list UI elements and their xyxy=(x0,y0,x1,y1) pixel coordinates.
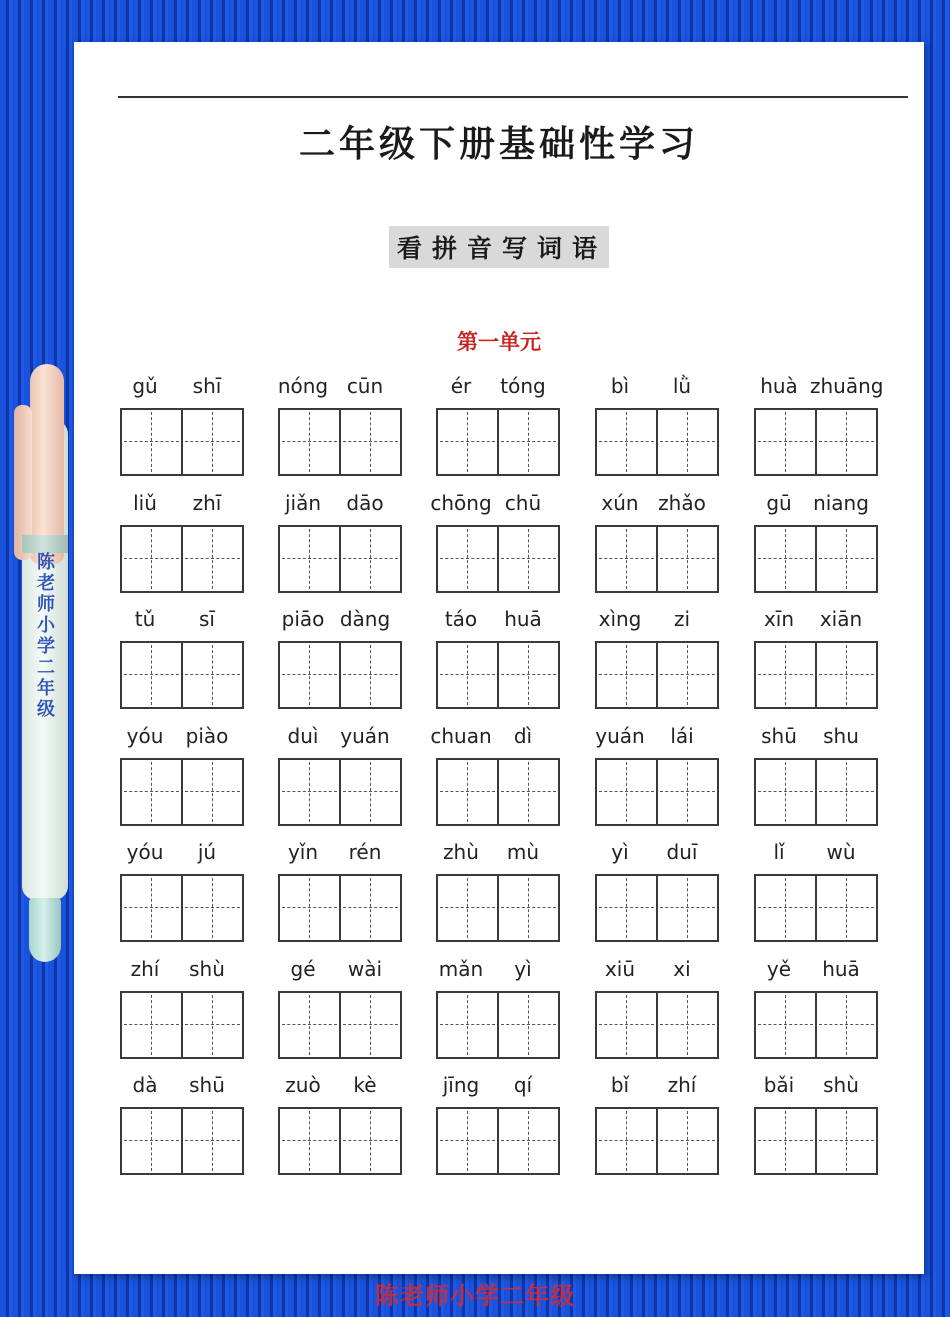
pinyin-syllable: zhí xyxy=(130,956,160,981)
word-item xyxy=(754,722,878,838)
pinyin-syllable: ér xyxy=(450,374,472,398)
tianzige-box[interactable] xyxy=(754,525,878,593)
pinyin-label xyxy=(436,1071,560,1101)
word-row xyxy=(120,372,910,489)
pinyin-syllable: huā xyxy=(504,607,542,631)
tianzige-box[interactable] xyxy=(278,1107,402,1175)
writing-cell[interactable] xyxy=(656,760,717,824)
word-row xyxy=(120,1071,910,1188)
pinyin-syllable: yì xyxy=(611,840,629,864)
pinyin-label xyxy=(754,1071,878,1101)
writing-cell[interactable] xyxy=(181,760,242,824)
pinyin-syllable: bǐ xyxy=(610,1073,630,1097)
writing-cell[interactable] xyxy=(497,760,558,824)
word-item xyxy=(436,955,560,1071)
pinyin-label xyxy=(430,489,560,519)
writing-cell[interactable] xyxy=(756,1109,815,1173)
writing-cell[interactable] xyxy=(656,410,717,474)
pinyin-syllable: dāo xyxy=(346,490,384,515)
word-item xyxy=(278,955,402,1071)
word-item xyxy=(595,1071,719,1187)
pinyin-label xyxy=(436,955,560,985)
word-row xyxy=(120,605,910,722)
pinyin-syllable: chū xyxy=(504,490,542,515)
word-item xyxy=(120,722,244,838)
tianzige-box[interactable] xyxy=(595,1107,719,1175)
pen-label: 陈老师小学二年级 xyxy=(37,552,55,720)
pinyin-syllable: shù xyxy=(823,1073,859,1097)
pinyin-syllable: cūn xyxy=(346,374,384,398)
pinyin-label xyxy=(120,605,244,635)
pinyin-syllable: tóng xyxy=(500,374,546,398)
pinyin-syllable: xún xyxy=(601,490,639,515)
unit-heading: 第一单元 xyxy=(457,330,541,354)
writing-cell[interactable] xyxy=(339,1109,400,1173)
writing-cell[interactable] xyxy=(438,876,497,940)
tianzige-box[interactable] xyxy=(436,758,560,826)
word-item xyxy=(754,1071,878,1187)
writing-cell[interactable] xyxy=(656,643,717,707)
pinyin-syllable: xīn xyxy=(763,607,795,631)
writing-cell[interactable] xyxy=(497,876,558,940)
word-item xyxy=(278,605,402,721)
pinyin-syllable: jú xyxy=(197,840,217,864)
pinyin-syllable: dàng xyxy=(339,607,391,631)
writing-cell[interactable] xyxy=(438,527,497,591)
tianzige-box[interactable] xyxy=(754,408,878,476)
writing-cell[interactable] xyxy=(656,527,717,591)
tianzige-box[interactable] xyxy=(120,991,244,1059)
writing-cell[interactable] xyxy=(438,643,497,707)
writing-cell[interactable] xyxy=(815,876,876,940)
tianzige-box[interactable] xyxy=(120,641,244,709)
writing-cell[interactable] xyxy=(656,1109,717,1173)
pinyin-grid xyxy=(120,372,910,1188)
pinyin-syllable: dì xyxy=(513,723,533,748)
page-title: 二年级下册基础性学习 xyxy=(298,124,699,165)
word-item xyxy=(430,489,560,605)
pinyin-syllable: gé xyxy=(290,956,316,981)
word-item xyxy=(120,489,244,605)
word-row xyxy=(120,722,910,839)
tianzige-box[interactable] xyxy=(120,525,244,593)
word-item xyxy=(278,722,402,838)
pinyin-label xyxy=(120,722,244,752)
pinyin-label xyxy=(754,722,878,752)
pen-cap xyxy=(30,364,64,564)
pinyin-syllable: huà xyxy=(760,374,798,398)
word-item xyxy=(278,1071,402,1187)
tianzige-box[interactable] xyxy=(120,408,244,476)
pinyin-syllable: zi xyxy=(673,607,691,631)
pinyin-label xyxy=(278,722,402,752)
tianzige-box[interactable] xyxy=(278,758,402,826)
pinyin-label xyxy=(436,605,560,635)
writing-cell[interactable] xyxy=(497,993,558,1057)
writing-cell[interactable] xyxy=(815,527,876,591)
word-item xyxy=(120,372,244,488)
pinyin-syllable: mù xyxy=(506,840,540,864)
pinyin-label xyxy=(120,838,244,868)
pinyin-syllable: xiān xyxy=(819,607,863,631)
tianzige-box[interactable] xyxy=(436,874,560,942)
writing-cell[interactable] xyxy=(597,993,656,1057)
tianzige-box[interactable] xyxy=(595,874,719,942)
writing-cell[interactable] xyxy=(438,760,497,824)
pinyin-syllable: yuán xyxy=(595,723,645,748)
writing-cell[interactable] xyxy=(656,876,717,940)
writing-cell[interactable] xyxy=(438,1109,497,1173)
tianzige-box[interactable] xyxy=(278,525,402,593)
pinyin-label xyxy=(595,1071,719,1101)
pinyin-syllable: zhù xyxy=(443,840,479,864)
pinyin-syllable: wài xyxy=(347,956,383,981)
writing-cell[interactable] xyxy=(597,643,656,707)
pinyin-syllable: yǐn xyxy=(287,840,319,864)
tianzige-box[interactable] xyxy=(120,1107,244,1175)
pinyin-syllable: niang xyxy=(813,490,869,515)
tianzige-box[interactable] xyxy=(595,525,719,593)
writing-cell[interactable] xyxy=(122,410,181,474)
writing-cell[interactable] xyxy=(756,410,815,474)
writing-cell[interactable] xyxy=(122,993,181,1057)
tianzige-box[interactable] xyxy=(278,408,402,476)
pinyin-syllable: yì xyxy=(514,956,532,981)
pinyin-syllable: shù xyxy=(189,956,225,981)
word-item xyxy=(754,372,884,488)
writing-cell[interactable] xyxy=(280,527,339,591)
writing-cell[interactable] xyxy=(756,527,815,591)
word-item xyxy=(754,955,878,1071)
word-item xyxy=(436,605,560,721)
pinyin-syllable: lǜ xyxy=(672,374,692,398)
tianzige-box[interactable] xyxy=(436,991,560,1059)
writing-cell[interactable] xyxy=(339,876,400,940)
writing-cell[interactable] xyxy=(497,527,558,591)
pinyin-syllable: nóng xyxy=(277,374,329,398)
word-item xyxy=(430,722,560,838)
header-rule xyxy=(118,96,908,98)
pinyin-label xyxy=(278,1071,402,1101)
tianzige-box[interactable] xyxy=(278,641,402,709)
pinyin-syllable: chuan xyxy=(430,723,492,748)
pinyin-label xyxy=(595,605,719,635)
pinyin-syllable: shū xyxy=(189,1073,225,1097)
pinyin-label xyxy=(595,955,719,985)
tianzige-box[interactable] xyxy=(754,758,878,826)
pinyin-label xyxy=(120,955,244,985)
word-item xyxy=(595,489,719,605)
pinyin-syllable: xiū xyxy=(604,956,636,981)
writing-cell[interactable] xyxy=(181,643,242,707)
tianzige-box[interactable] xyxy=(436,408,560,476)
pinyin-syllable: gū xyxy=(766,490,792,515)
pinyin-syllable: xi xyxy=(673,956,691,981)
pinyin-label xyxy=(436,838,560,868)
pinyin-syllable: duì xyxy=(287,723,319,748)
writing-cell[interactable] xyxy=(756,643,815,707)
pinyin-label xyxy=(595,722,719,752)
writing-cell[interactable] xyxy=(597,760,656,824)
watermark: 陈老师小学二年级 xyxy=(375,1282,575,1310)
pinyin-syllable: lái xyxy=(670,723,694,748)
pinyin-label xyxy=(278,838,402,868)
word-item xyxy=(595,838,719,954)
pinyin-syllable: duī xyxy=(666,840,698,864)
pinyin-syllable: táo xyxy=(444,607,478,631)
writing-cell[interactable] xyxy=(339,993,400,1057)
writing-cell[interactable] xyxy=(339,410,400,474)
pinyin-syllable: liǔ xyxy=(133,490,157,515)
writing-cell[interactable] xyxy=(497,410,558,474)
word-row xyxy=(120,489,910,606)
pinyin-label xyxy=(436,372,560,402)
pinyin-syllable: yóu xyxy=(126,723,164,748)
word-row xyxy=(120,955,910,1072)
pinyin-syllable: shu xyxy=(823,723,859,748)
writing-cell[interactable] xyxy=(597,410,656,474)
pinyin-label xyxy=(120,1071,244,1101)
pinyin-syllable: yě xyxy=(766,956,792,981)
word-item xyxy=(436,838,560,954)
word-item xyxy=(120,955,244,1071)
word-item xyxy=(120,838,244,954)
writing-cell[interactable] xyxy=(339,527,400,591)
writing-cell[interactable] xyxy=(497,1109,558,1173)
word-item xyxy=(278,838,402,954)
word-row xyxy=(120,838,910,955)
tianzige-box[interactable] xyxy=(278,991,402,1059)
writing-cell[interactable] xyxy=(756,876,815,940)
pinyin-syllable: jiǎn xyxy=(284,490,322,515)
tianzige-box[interactable] xyxy=(436,641,560,709)
tianzige-box[interactable] xyxy=(595,758,719,826)
writing-cell[interactable] xyxy=(122,1109,181,1173)
word-item xyxy=(754,838,878,954)
writing-cell[interactable] xyxy=(122,643,181,707)
word-item xyxy=(754,489,878,605)
pinyin-syllable: bì xyxy=(610,374,630,398)
pinyin-syllable: yóu xyxy=(126,840,164,864)
writing-cell[interactable] xyxy=(181,876,242,940)
writing-cell[interactable] xyxy=(597,1109,656,1173)
tianzige-box[interactable] xyxy=(595,641,719,709)
writing-cell[interactable] xyxy=(122,760,181,824)
pinyin-label xyxy=(754,838,878,868)
pinyin-label xyxy=(754,489,878,519)
tianzige-box[interactable] xyxy=(278,874,402,942)
pinyin-syllable: shū xyxy=(761,723,797,748)
writing-cell[interactable] xyxy=(122,876,181,940)
pinyin-label xyxy=(278,489,402,519)
word-item xyxy=(595,372,719,488)
pinyin-label xyxy=(278,372,402,402)
writing-cell[interactable] xyxy=(815,760,876,824)
writing-cell[interactable] xyxy=(815,993,876,1057)
tianzige-box[interactable] xyxy=(754,991,878,1059)
pinyin-syllable: chōng xyxy=(430,490,492,515)
pinyin-label xyxy=(754,955,878,985)
pinyin-syllable: kè xyxy=(353,1073,377,1097)
writing-cell[interactable] xyxy=(181,1109,242,1173)
pinyin-syllable: sī xyxy=(199,607,215,631)
pinyin-label xyxy=(278,955,402,985)
pinyin-label xyxy=(754,605,878,635)
writing-cell[interactable] xyxy=(815,643,876,707)
writing-cell[interactable] xyxy=(597,527,656,591)
writing-cell[interactable] xyxy=(815,1109,876,1173)
tianzige-box[interactable] xyxy=(595,991,719,1059)
pinyin-syllable: qí xyxy=(513,1073,533,1097)
pinyin-syllable: rén xyxy=(348,840,382,864)
word-item xyxy=(120,605,244,721)
pinyin-syllable: mǎn xyxy=(438,956,484,981)
writing-cell[interactable] xyxy=(497,643,558,707)
pinyin-syllable: zuò xyxy=(285,1073,321,1097)
pinyin-label xyxy=(754,372,884,402)
pen-tip xyxy=(29,898,61,962)
tianzige-box[interactable] xyxy=(595,408,719,476)
worksheet-paper xyxy=(74,42,924,1274)
tianzige-box[interactable] xyxy=(120,874,244,942)
writing-cell[interactable] xyxy=(438,410,497,474)
pinyin-syllable: piào xyxy=(185,723,229,748)
pinyin-syllable: dà xyxy=(132,1073,158,1097)
pinyin-label xyxy=(430,722,560,752)
pinyin-syllable: huā xyxy=(822,956,860,981)
writing-cell[interactable] xyxy=(280,876,339,940)
pinyin-label xyxy=(595,372,719,402)
word-item xyxy=(595,722,719,838)
writing-cell[interactable] xyxy=(122,527,181,591)
pen-image xyxy=(8,360,74,970)
writing-cell[interactable] xyxy=(756,760,815,824)
tianzige-box[interactable] xyxy=(754,874,878,942)
writing-cell[interactable] xyxy=(339,760,400,824)
writing-cell[interactable] xyxy=(280,410,339,474)
writing-cell[interactable] xyxy=(438,993,497,1057)
pinyin-syllable: xìng xyxy=(598,607,642,631)
pinyin-syllable: yuán xyxy=(340,723,390,748)
writing-cell[interactable] xyxy=(756,993,815,1057)
writing-cell[interactable] xyxy=(280,993,339,1057)
writing-cell[interactable] xyxy=(280,760,339,824)
writing-cell[interactable] xyxy=(280,1109,339,1173)
word-item xyxy=(120,1071,244,1187)
pinyin-syllable: jīng xyxy=(442,1073,480,1097)
pinyin-syllable: gǔ xyxy=(132,374,158,398)
writing-cell[interactable] xyxy=(181,993,242,1057)
word-item xyxy=(436,1071,560,1187)
pinyin-label xyxy=(120,489,244,519)
pinyin-syllable: lǐ xyxy=(773,840,785,864)
tianzige-box[interactable] xyxy=(754,641,878,709)
pinyin-syllable: zhǎo xyxy=(658,490,706,515)
pinyin-syllable: piāo xyxy=(281,607,325,631)
writing-cell[interactable] xyxy=(597,876,656,940)
pinyin-label xyxy=(595,838,719,868)
writing-cell[interactable] xyxy=(339,643,400,707)
tianzige-box[interactable] xyxy=(754,1107,878,1175)
pinyin-label xyxy=(120,372,244,402)
pinyin-syllable: bǎi xyxy=(763,1073,795,1097)
writing-cell[interactable] xyxy=(280,643,339,707)
subtitle: 看拼音写词语 xyxy=(389,226,609,268)
writing-cell[interactable] xyxy=(181,527,242,591)
word-item xyxy=(595,605,719,721)
subtitle-wrap xyxy=(74,226,924,268)
tianzige-box[interactable] xyxy=(436,1107,560,1175)
word-item xyxy=(754,605,878,721)
pinyin-syllable: zhuāng xyxy=(810,374,884,398)
pen-band xyxy=(22,535,68,553)
pinyin-syllable: shī xyxy=(192,374,222,398)
word-item xyxy=(278,372,402,488)
tianzige-box[interactable] xyxy=(120,758,244,826)
word-item xyxy=(278,489,402,605)
writing-cell[interactable] xyxy=(815,410,876,474)
writing-cell[interactable] xyxy=(656,993,717,1057)
pinyin-syllable: zhí xyxy=(667,1073,697,1097)
pinyin-syllable: wù xyxy=(826,840,856,864)
pinyin-syllable: zhī xyxy=(192,490,222,515)
writing-cell[interactable] xyxy=(181,410,242,474)
word-item xyxy=(436,372,560,488)
word-item xyxy=(595,955,719,1071)
pinyin-label xyxy=(595,489,719,519)
pinyin-label xyxy=(278,605,402,635)
pinyin-syllable: tǔ xyxy=(134,607,156,631)
tianzige-box[interactable] xyxy=(436,525,560,593)
